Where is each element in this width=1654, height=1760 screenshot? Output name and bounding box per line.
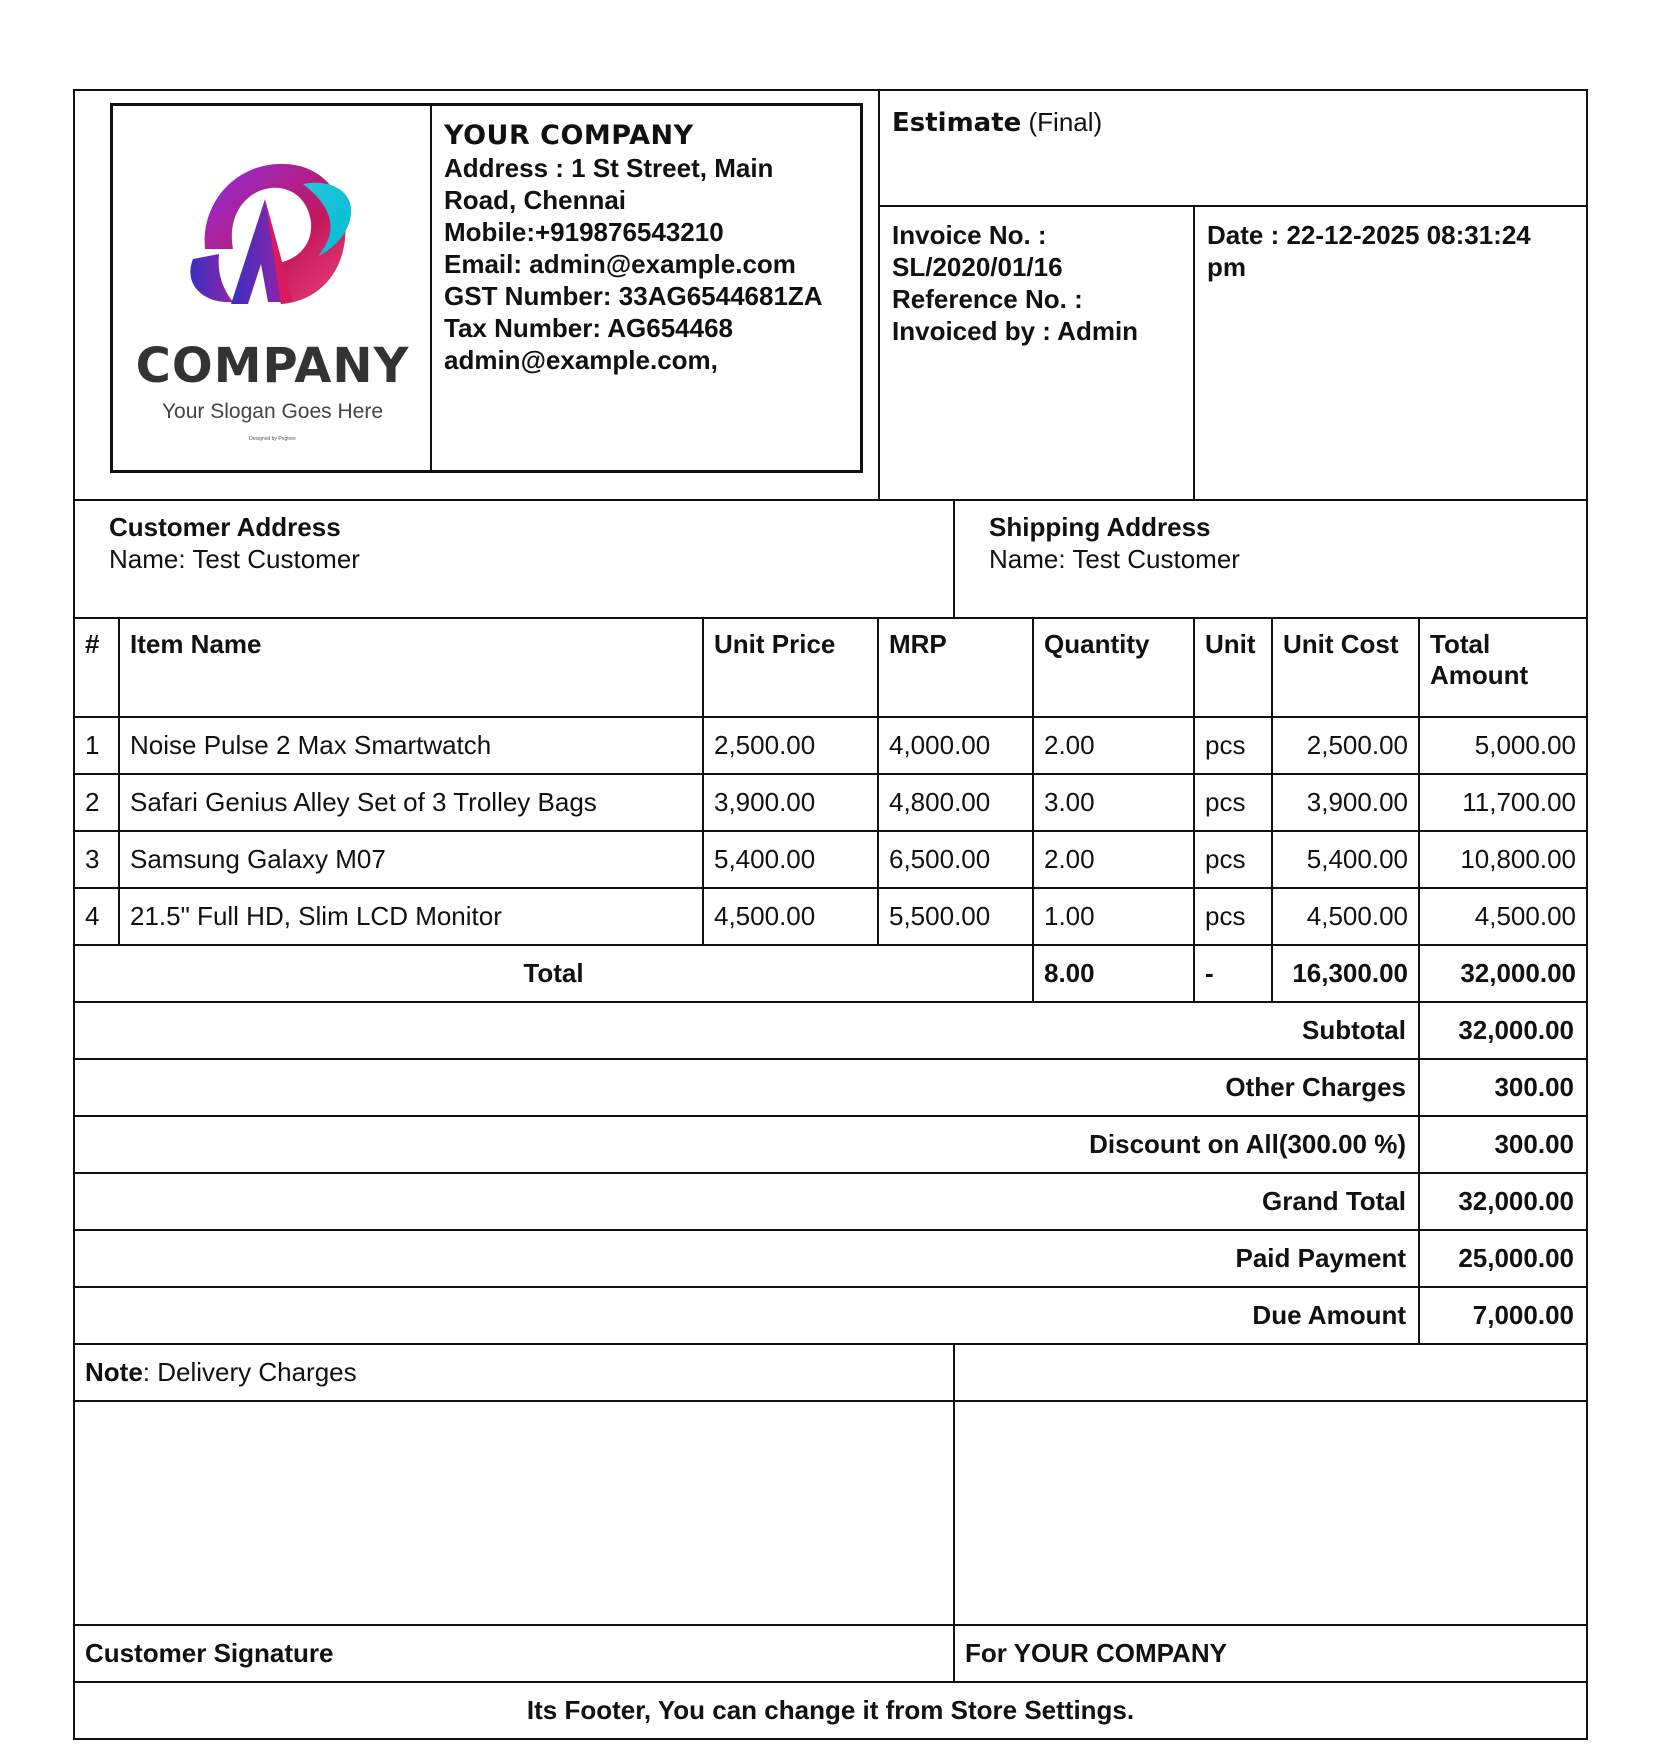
unit-price: 2,500.00 xyxy=(703,717,878,774)
mrp: 5,500.00 xyxy=(878,888,1033,945)
company-mobile: Mobile:+919876543210 xyxy=(444,217,724,247)
grand-total-label: Grand Total xyxy=(74,1173,1419,1230)
grand-total-value: 32,000.00 xyxy=(1419,1173,1587,1230)
signature-row xyxy=(74,1625,1587,1682)
subtotal-row xyxy=(74,1002,1587,1059)
item-name: 21.5" Full HD, Slim LCD Monitor xyxy=(119,888,703,945)
unit-price: 4,500.00 xyxy=(703,888,878,945)
customer-address-heading: Customer Address xyxy=(109,512,341,542)
unit: pcs xyxy=(1194,888,1272,945)
quantity: 1.00 xyxy=(1033,888,1194,945)
logo-wordmark: COMPANY xyxy=(135,338,410,394)
customer-address xyxy=(74,500,954,618)
col-header-unit-price: Unit Price xyxy=(703,618,878,717)
company-gst: GST Number: 33AG6544681ZA xyxy=(444,281,823,311)
company-name: YOUR COMPANY xyxy=(444,120,694,151)
total-label: Total xyxy=(74,945,1033,1002)
unit-cost: 2,500.00 xyxy=(1272,717,1419,774)
date-line1: Date : 22-12-2025 08:31:24 xyxy=(1207,220,1531,250)
header-table xyxy=(73,89,1588,501)
signature-table xyxy=(73,1343,1588,1740)
table-row xyxy=(74,717,1587,774)
col-header-mrp: MRP xyxy=(878,618,1033,717)
row-number: 1 xyxy=(74,717,119,774)
total-amount: 11,700.00 xyxy=(1419,774,1587,831)
unit: pcs xyxy=(1194,774,1272,831)
company-email2: admin@example.com, xyxy=(444,345,718,375)
quantity: 3.00 xyxy=(1033,774,1194,831)
total-amount: 10,800.00 xyxy=(1419,831,1587,888)
col-header-unit: Unit xyxy=(1194,618,1272,717)
company-box xyxy=(110,103,863,473)
items-table xyxy=(73,617,1588,1003)
col-header-quantity: Quantity xyxy=(1033,618,1194,717)
total-amount-sum: 32,000.00 xyxy=(1419,945,1587,1002)
note-label: Note xyxy=(85,1357,143,1387)
unit-cost: 4,500.00 xyxy=(1272,888,1419,945)
total-amount: 5,000.00 xyxy=(1419,717,1587,774)
mrp: 6,500.00 xyxy=(878,831,1033,888)
logo-slogan: Your Slogan Goes Here xyxy=(161,400,384,423)
total-unit-cost: 16,300.00 xyxy=(1272,945,1419,1002)
due-amount-row xyxy=(74,1287,1587,1344)
total-amount: 4,500.00 xyxy=(1419,888,1587,945)
discount-row xyxy=(74,1116,1587,1173)
estimate-document xyxy=(73,89,1586,1740)
reference-number: Reference No. : xyxy=(892,284,1083,314)
unit-cost: 3,900.00 xyxy=(1272,774,1419,831)
unit: pcs xyxy=(1194,831,1272,888)
col-header-total-amount xyxy=(1419,618,1587,717)
total-quantity: 8.00 xyxy=(1033,945,1194,1002)
note-text: : Delivery Charges xyxy=(142,1357,357,1387)
customer-name: Name: Test Customer xyxy=(109,544,360,574)
total-unit: - xyxy=(1194,945,1272,1002)
table-row xyxy=(74,888,1587,945)
unit-price: 5,400.00 xyxy=(703,831,878,888)
shipping-address xyxy=(954,500,1587,618)
item-name: Noise Pulse 2 Max Smartwatch xyxy=(119,717,703,774)
col-header-unit-cost: Unit Cost xyxy=(1272,618,1419,717)
footer-text: Its Footer, You can change it from Store Settings. xyxy=(74,1682,1587,1739)
invoice-info xyxy=(879,206,1194,500)
other-charges-row xyxy=(74,1059,1587,1116)
invoice-number: SL/2020/01/16 xyxy=(892,252,1063,282)
customer-signature-space xyxy=(74,1401,954,1625)
company-block xyxy=(74,90,879,500)
footer-row xyxy=(74,1682,1587,1739)
note-cell xyxy=(74,1344,954,1401)
col-header-amount: Amount xyxy=(1430,660,1529,690)
due-amount-value: 7,000.00 xyxy=(1419,1287,1587,1344)
row-number: 2 xyxy=(74,774,119,831)
item-name: Samsung Galaxy M07 xyxy=(119,831,703,888)
paid-payment-row xyxy=(74,1230,1587,1287)
company-address-line2: Road, Chennai xyxy=(444,185,627,215)
company-address-line1: Address : 1 St Street, Main xyxy=(444,153,774,183)
shipping-address-heading: Shipping Address xyxy=(989,512,1211,542)
company-tax: Tax Number: AG654468 xyxy=(444,313,734,343)
summary-table xyxy=(73,1001,1588,1345)
note-empty-cell xyxy=(954,1344,1587,1401)
items-header-row xyxy=(74,618,1587,717)
shipping-name: Name: Test Customer xyxy=(989,544,1240,574)
discount-value: 300.00 xyxy=(1419,1116,1587,1173)
company-signature-label: For YOUR COMPANY xyxy=(954,1625,1587,1682)
grand-total-row xyxy=(74,1173,1587,1230)
unit-price: 3,900.00 xyxy=(703,774,878,831)
row-number: 4 xyxy=(74,888,119,945)
address-table xyxy=(73,499,1588,619)
estimate-status: (Final) xyxy=(1028,107,1103,137)
invoiced-by: Invoiced by : Admin xyxy=(892,316,1139,346)
col-header-item-name: Item Name xyxy=(119,618,703,717)
company-email: Email: admin@example.com xyxy=(444,249,796,279)
mrp: 4,000.00 xyxy=(878,717,1033,774)
paid-payment-label: Paid Payment xyxy=(74,1230,1419,1287)
table-row xyxy=(74,774,1587,831)
unit-cost: 5,400.00 xyxy=(1272,831,1419,888)
unit: pcs xyxy=(1194,717,1272,774)
col-header-number: # xyxy=(74,618,119,717)
row-number: 3 xyxy=(74,831,119,888)
total-row xyxy=(74,945,1587,1002)
discount-label: Discount on All(300.00 %) xyxy=(74,1116,1419,1173)
due-amount-label: Due Amount xyxy=(74,1287,1419,1344)
paid-payment-value: 25,000.00 xyxy=(1419,1230,1587,1287)
quantity: 2.00 xyxy=(1033,831,1194,888)
item-name: Safari Genius Alley Set of 3 Trolley Bags xyxy=(119,774,703,831)
customer-signature-label: Customer Signature xyxy=(74,1625,954,1682)
table-row xyxy=(74,831,1587,888)
company-logo-icon xyxy=(153,154,393,334)
col-header-total: Total xyxy=(1430,629,1491,659)
estimate-title-cell xyxy=(879,90,1587,206)
other-charges-value: 300.00 xyxy=(1419,1059,1587,1116)
date-info xyxy=(1194,206,1587,500)
quantity: 2.00 xyxy=(1033,717,1194,774)
company-signature-space xyxy=(954,1401,1587,1625)
signature-space-row xyxy=(74,1401,1587,1625)
invoice-label: Invoice No. : xyxy=(892,220,1047,250)
other-charges-label: Other Charges xyxy=(74,1059,1419,1116)
date-line2: pm xyxy=(1207,252,1246,282)
mrp: 4,800.00 xyxy=(878,774,1033,831)
subtotal-value: 32,000.00 xyxy=(1419,1002,1587,1059)
note-row xyxy=(74,1344,1587,1401)
company-details xyxy=(434,106,860,470)
subtotal-label: Subtotal xyxy=(74,1002,1419,1059)
estimate-title: Estimate xyxy=(892,108,1022,138)
logo-credit: Designed by Pngtree xyxy=(249,436,296,442)
logo-area xyxy=(113,106,432,470)
